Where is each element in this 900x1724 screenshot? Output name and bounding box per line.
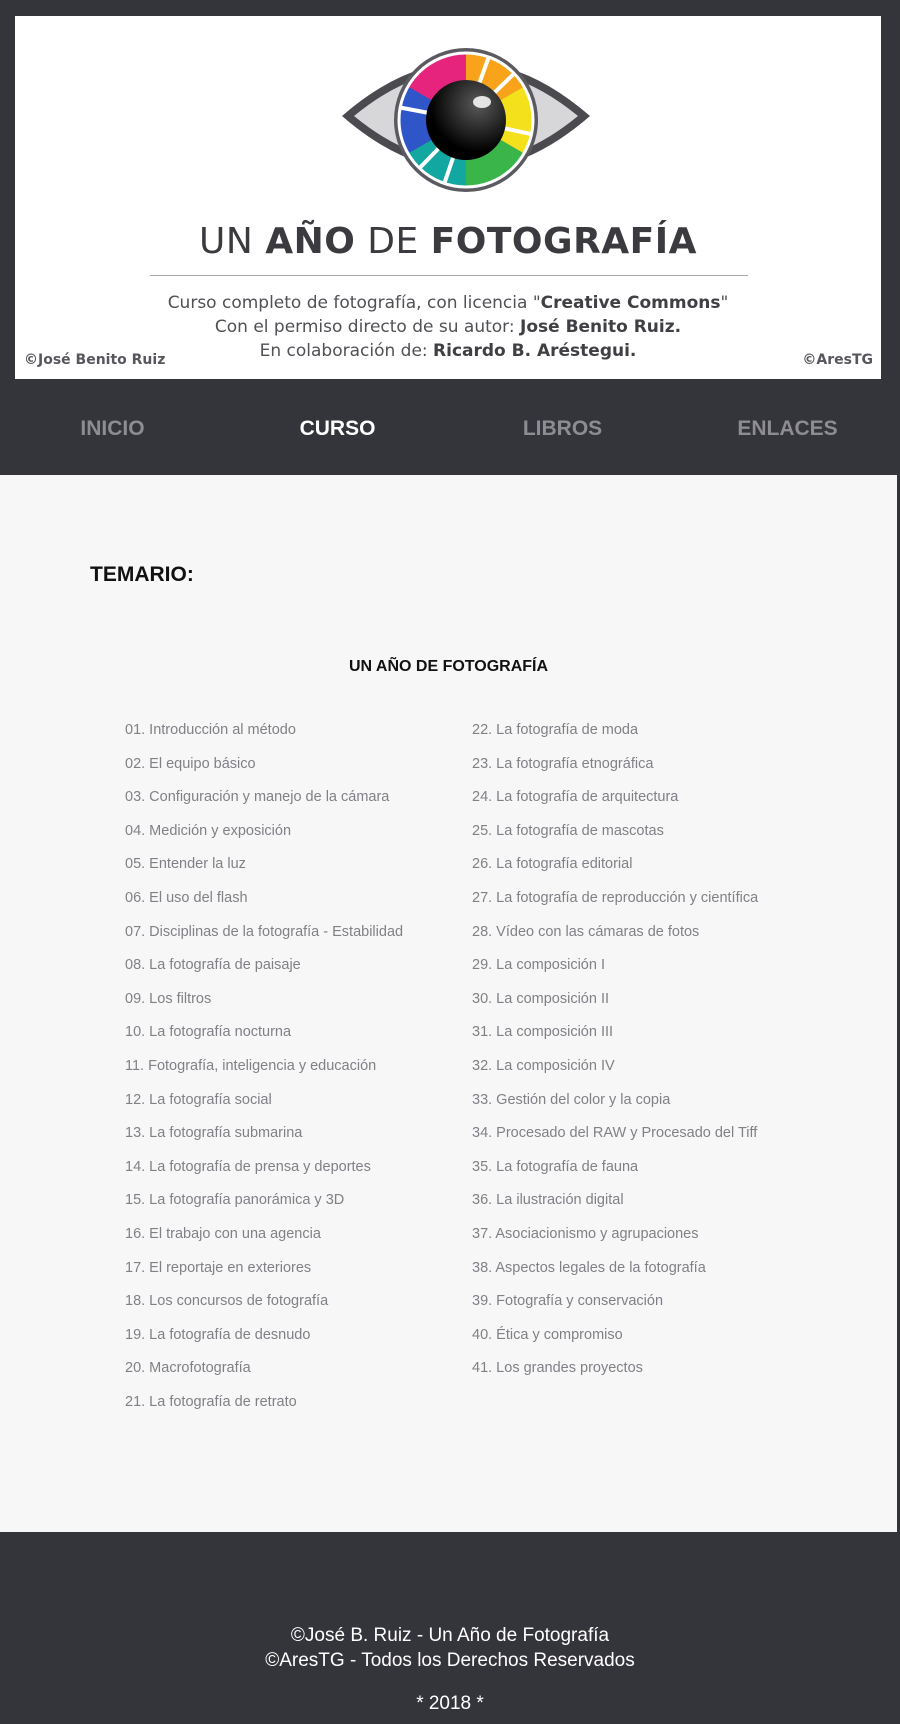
tagline-text: Curso completo de fotografía, con licencia " [167, 293, 541, 313]
lesson-link[interactable]: 20. Macrofotografía [125, 1360, 251, 1377]
lesson-link[interactable]: 13. La fotografía submarina [125, 1125, 303, 1142]
lesson-link[interactable]: 10. La fotografía nocturna [125, 1024, 292, 1041]
lesson-list-left [125, 722, 403, 1427]
lesson-link[interactable]: 23. La fotografía etnográfica [472, 755, 654, 772]
lesson-link[interactable]: 14. La fotografía de prensa y deportes [125, 1158, 371, 1175]
lesson-link[interactable]: 36. La ilustración digital [472, 1192, 624, 1209]
main-nav [0, 379, 900, 473]
brand-title-part-bold: FOTOGRAFÍA [430, 221, 698, 262]
lesson-link[interactable]: 34. Procesado del RAW y Procesado del Tiff [472, 1125, 758, 1142]
tagline-bold: José Benito Ruiz. [520, 317, 682, 337]
header-banner [15, 16, 881, 379]
lesson-link[interactable]: 35. La fotografía de fauna [472, 1158, 639, 1175]
nav-item-curso[interactable]: CURSO [299, 417, 376, 440]
tagline-text: Con el permiso directo de su autor: [214, 317, 520, 337]
lesson-link[interactable]: 07. Disciplinas de la fotografía - Estabilidad [125, 923, 404, 940]
lesson-link[interactable]: 25. La fotografía de mascotas [472, 822, 664, 839]
tagline-license [15, 293, 881, 313]
lesson-link[interactable]: 37. Asociacionismo y agrupaciones [472, 1225, 699, 1242]
brand-title-part-bold: AÑO [265, 221, 356, 262]
course-title: UN AÑO DE FOTOGRAFÍA [348, 658, 549, 675]
tagline-text: " [720, 293, 729, 313]
lesson-link[interactable]: 12. La fotografía social [125, 1091, 272, 1108]
lesson-link[interactable]: 16. El trabajo con una agencia [125, 1225, 321, 1242]
lesson-link[interactable]: 28. Vídeo con las cámaras de fotos [472, 923, 700, 940]
page-footer [0, 1532, 900, 1724]
lesson-link[interactable]: 31. La composición III [472, 1024, 614, 1041]
lesson-link[interactable]: 21. La fotografía de retrato [125, 1393, 297, 1410]
lesson-link[interactable]: 06. El uso del flash [125, 889, 248, 906]
divider [150, 275, 748, 276]
lesson-link[interactable]: 19. La fotografía de desnudo [125, 1326, 311, 1343]
footer-copyright-rights: ©AresTG - Todos los Derechos Reservados [265, 1650, 635, 1671]
lesson-link[interactable]: 30. La composición II [472, 990, 610, 1007]
lesson-link[interactable]: 01. Introducción al método [125, 722, 296, 738]
lesson-link[interactable]: 17. El reportaje en exteriores [125, 1259, 312, 1276]
tagline-bold: Creative Commons [540, 293, 721, 313]
brand-title [15, 221, 881, 262]
section-title: TEMARIO: [90, 563, 194, 586]
lesson-link[interactable]: 08. La fotografía de paisaje [125, 957, 301, 974]
brand-title-part: DE [355, 221, 431, 262]
camera-eye-aperture-icon [340, 36, 592, 196]
lesson-link[interactable]: 15. La fotografía panorámica y 3D [125, 1192, 345, 1209]
lesson-link[interactable]: 29. La composición I [472, 957, 605, 974]
lesson-link[interactable]: 03. Configuración y manejo de la cámara [125, 789, 390, 806]
lesson-link[interactable]: 38. Aspectos legales de la fotografía [472, 1259, 706, 1276]
footer-year: * 2018 * [416, 1693, 484, 1714]
lesson-link[interactable]: 22. La fotografía de moda [472, 722, 639, 738]
lesson-link[interactable]: 24. La fotografía de arquitectura [472, 789, 679, 806]
lesson-link[interactable]: 05. Entender la luz [125, 856, 246, 873]
lesson-list-right [472, 722, 758, 1394]
brand-title-part: UN [198, 221, 266, 262]
lesson-link[interactable]: 33. Gestión del color y la copia [472, 1091, 671, 1108]
lesson-link[interactable]: 04. Medición y exposición [125, 822, 292, 839]
lesson-link[interactable]: 40. Ética y compromiso [472, 1326, 623, 1343]
lesson-link[interactable]: 27. La fotografía de reproducción y científica [472, 889, 759, 906]
footer-copyright-author: ©José B. Ruiz - Un Año de Fotografía [290, 1625, 610, 1646]
nav-item-inicio[interactable]: INICIO [80, 417, 145, 440]
lesson-link[interactable]: 32. La composición IV [472, 1057, 615, 1074]
lesson-link[interactable]: 18. Los concursos de fotografía [125, 1293, 329, 1310]
lesson-link[interactable]: 39. Fotografía y conservación [472, 1293, 664, 1310]
nav-item-libros[interactable]: LIBROS [522, 417, 603, 440]
lesson-link[interactable]: 09. Los filtros [125, 990, 212, 1007]
credit-author: ©José Benito Ruiz [24, 352, 166, 368]
tagline-author [15, 317, 881, 337]
tagline-text: En colaboración de: [259, 341, 434, 361]
lesson-link[interactable]: 11. Fotografía, inteligencia y educación [125, 1057, 377, 1074]
lesson-link[interactable]: 41. Los grandes proyectos [472, 1360, 643, 1377]
lesson-link[interactable]: 02. El equipo básico [125, 755, 256, 772]
main-content [0, 475, 897, 1532]
nav-item-enlaces[interactable]: ENLACES [737, 417, 838, 440]
lesson-link[interactable]: 26. La fotografía editorial [472, 856, 633, 873]
tagline-bold: Ricardo B. Aréstegui. [433, 341, 637, 361]
credit-arestg: ©AresTG [802, 352, 873, 368]
